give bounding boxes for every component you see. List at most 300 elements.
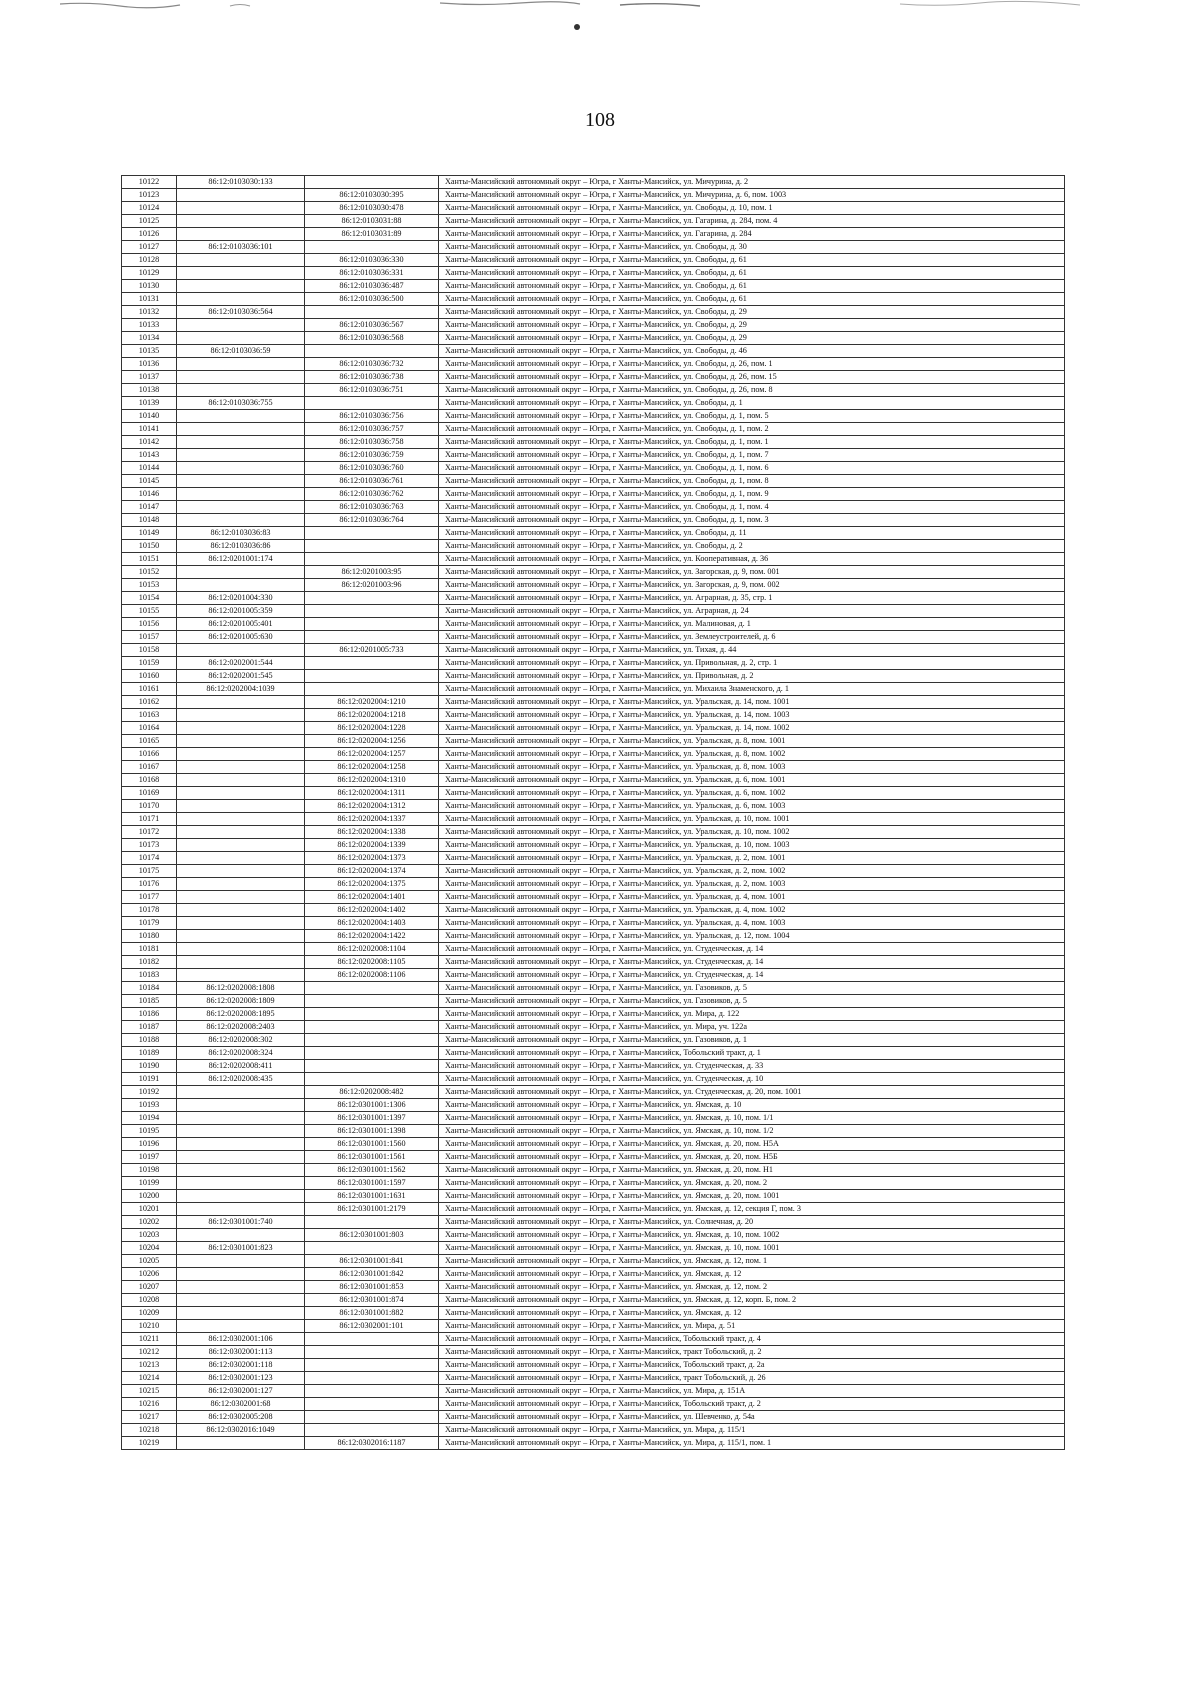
address-cell: Ханты-Мансийский автономный округ – Югра, г Ханты-Мансийск, ул. Землеустроителей, д. 6 [439, 631, 1065, 644]
table-row [122, 462, 1065, 475]
cadastral-number-cell [177, 1437, 305, 1450]
cadastral-number-cell [177, 1320, 305, 1333]
cadastral-number-cell [177, 826, 305, 839]
row-number-cell: 10168 [122, 774, 177, 787]
row-number-cell: 10192 [122, 1086, 177, 1099]
address-cell: Ханты-Мансийский автономный округ – Югра, г Ханты-Мансийск, тракт Тобольский, д. 2 [439, 1346, 1065, 1359]
address-cell: Ханты-Мансийский автономный округ – Югра, г Ханты-Мансийск, ул. Ямская, д. 12, корп. Б, пом. 2 [439, 1294, 1065, 1307]
address-cell: Ханты-Мансийский автономный округ – Югра, г Ханты-Мансийск, тракт Тобольский, д. 26 [439, 1372, 1065, 1385]
table-row [122, 280, 1065, 293]
cadastral-number-cell [177, 644, 305, 657]
table-row [122, 1138, 1065, 1151]
cadastral-number-cell: 86:12:0302016:1049 [177, 1424, 305, 1437]
row-number-cell: 10159 [122, 657, 177, 670]
cadastral-number-cell [177, 1229, 305, 1242]
cadastral-number-premises-cell [305, 1398, 439, 1411]
table-row [122, 1411, 1065, 1424]
cadastral-number-premises-cell: 86:12:0301001:1561 [305, 1151, 439, 1164]
table-row [122, 904, 1065, 917]
row-number-cell: 10190 [122, 1060, 177, 1073]
address-cell: Ханты-Мансийский автономный округ – Югра, г Ханты-Мансийск, ул. Уральская, д. 14, пом. 1003 [439, 709, 1065, 722]
cadastral-number-premises-cell [305, 1333, 439, 1346]
table-row [122, 475, 1065, 488]
table-row [122, 800, 1065, 813]
address-cell: Ханты-Мансийский автономный округ – Югра, г Ханты-Мансийск, ул. Ямская, д. 20, пом. 1001 [439, 1190, 1065, 1203]
cadastral-number-premises-cell: 86:12:0202004:1374 [305, 865, 439, 878]
address-cell: Ханты-Мансийский автономный округ – Югра, г Ханты-Мансийск, ул. Уральская, д. 6, пом. 1001 [439, 774, 1065, 787]
table-row [122, 358, 1065, 371]
cadastral-number-cell [177, 1203, 305, 1216]
cadastral-number-premises-cell [305, 592, 439, 605]
cadastral-number-cell [177, 267, 305, 280]
address-cell: Ханты-Мансийский автономный округ – Югра, г Ханты-Мансийск, ул. Уральская, д. 12, пом. 1004 [439, 930, 1065, 943]
address-cell: Ханты-Мансийский автономный округ – Югра, г Ханты-Мансийск, ул. Уральская, д. 14, пом. 1002 [439, 722, 1065, 735]
table-row [122, 527, 1065, 540]
table-row [122, 202, 1065, 215]
cadastral-number-premises-cell: 86:12:0103036:567 [305, 319, 439, 332]
cadastral-number-cell: 86:12:0201004:330 [177, 592, 305, 605]
table-row [122, 605, 1065, 618]
table-row [122, 254, 1065, 267]
table-row [122, 1359, 1065, 1372]
table-row [122, 592, 1065, 605]
row-number-cell: 10166 [122, 748, 177, 761]
row-number-cell: 10208 [122, 1294, 177, 1307]
cadastral-number-cell: 86:12:0302005:208 [177, 1411, 305, 1424]
table-row [122, 449, 1065, 462]
address-cell: Ханты-Мансийский автономный округ – Югра, г Ханты-Мансийск, ул. Свободы, д. 26, пом. 15 [439, 371, 1065, 384]
address-cell: Ханты-Мансийский автономный округ – Югра, г Ханты-Мансийск, ул. Уральская, д. 8, пом. 1002 [439, 748, 1065, 761]
row-number-cell: 10193 [122, 1099, 177, 1112]
cadastral-number-premises-cell: 86:12:0103031:88 [305, 215, 439, 228]
table-row [122, 670, 1065, 683]
cadastral-number-cell: 86:12:0302001:68 [177, 1398, 305, 1411]
table-row [122, 930, 1065, 943]
table-row [122, 423, 1065, 436]
address-cell: Ханты-Мансийский автономный округ – Югра, г Ханты-Мансийск, ул. Свободы, д. 26, пом. 1 [439, 358, 1065, 371]
cadastral-number-premises-cell: 86:12:0202004:1402 [305, 904, 439, 917]
cadastral-register-table [121, 175, 1065, 1450]
table-row [122, 865, 1065, 878]
cadastral-number-cell [177, 930, 305, 943]
cadastral-number-cell: 86:12:0302001:127 [177, 1385, 305, 1398]
cadastral-number-premises-cell: 86:12:0202004:1257 [305, 748, 439, 761]
table-row [122, 761, 1065, 774]
address-cell: Ханты-Мансийский автономный округ – Югра, г Ханты-Мансийск, ул. Свободы, д. 11 [439, 527, 1065, 540]
row-number-cell: 10143 [122, 449, 177, 462]
row-number-cell: 10174 [122, 852, 177, 865]
row-number-cell: 10179 [122, 917, 177, 930]
table-row [122, 826, 1065, 839]
row-number-cell: 10152 [122, 566, 177, 579]
cadastral-number-cell [177, 410, 305, 423]
address-cell: Ханты-Мансийский автономный округ – Югра, г Ханты-Мансийск, ул. Свободы, д. 1, пом. 5 [439, 410, 1065, 423]
cadastral-number-cell: 86:12:0202004:1039 [177, 683, 305, 696]
cadastral-number-premises-cell: 86:12:0202004:1401 [305, 891, 439, 904]
address-cell: Ханты-Мансийский автономный округ – Югра, г Ханты-Мансийск, ул. Ямская, д. 10, пом. 1/1 [439, 1112, 1065, 1125]
table-row [122, 813, 1065, 826]
cadastral-number-premises-cell [305, 1346, 439, 1359]
address-cell: Ханты-Мансийский автономный округ – Югра, г Ханты-Мансийск, ул. Уральская, д. 2, пом. 1003 [439, 878, 1065, 891]
cadastral-number-premises-cell [305, 1411, 439, 1424]
cadastral-number-premises-cell [305, 176, 439, 189]
cadastral-number-cell [177, 228, 305, 241]
row-number-cell: 10140 [122, 410, 177, 423]
address-cell: Ханты-Мансийский автономный округ – Югра, г Ханты-Мансийск, ул. Свободы, д. 1, пом. 8 [439, 475, 1065, 488]
address-cell: Ханты-Мансийский автономный округ – Югра, г Ханты-Мансийск, Тобольский тракт, д. 2а [439, 1359, 1065, 1372]
row-number-cell: 10146 [122, 488, 177, 501]
cadastral-number-cell: 86:12:0202008:2403 [177, 1021, 305, 1034]
cadastral-number-premises-cell: 86:12:0301001:874 [305, 1294, 439, 1307]
address-cell: Ханты-Мансийский автономный округ – Югра, г Ханты-Мансийск, ул. Мира, д. 51 [439, 1320, 1065, 1333]
address-cell: Ханты-Мансийский автономный округ – Югра, г Ханты-Мансийск, ул. Ямская, д. 20, пом. Н1 [439, 1164, 1065, 1177]
cadastral-number-premises-cell: 86:12:0103036:568 [305, 332, 439, 345]
table-row [122, 1424, 1065, 1437]
address-cell: Ханты-Мансийский автономный округ – Югра, г Ханты-Мансийск, ул. Уральская, д. 4, пом. 1001 [439, 891, 1065, 904]
address-cell: Ханты-Мансийский автономный округ – Югра, г Ханты-Мансийск, ул. Свободы, д. 29 [439, 319, 1065, 332]
cadastral-number-cell [177, 1112, 305, 1125]
address-cell: Ханты-Мансийский автономный округ – Югра, г Ханты-Мансийск, ул. Мира, д. 151А [439, 1385, 1065, 1398]
cadastral-number-cell [177, 1099, 305, 1112]
table-row [122, 709, 1065, 722]
row-number-cell: 10176 [122, 878, 177, 891]
cadastral-number-premises-cell: 86:12:0202004:1311 [305, 787, 439, 800]
table-row [122, 1255, 1065, 1268]
cadastral-number-premises-cell: 86:12:0202008:1104 [305, 943, 439, 956]
cadastral-number-premises-cell: 86:12:0202004:1258 [305, 761, 439, 774]
cadastral-number-premises-cell [305, 345, 439, 358]
address-cell: Ханты-Мансийский автономный округ – Югра, г Ханты-Мансийск, ул. Свободы, д. 2 [439, 540, 1065, 553]
row-number-cell: 10198 [122, 1164, 177, 1177]
cadastral-number-cell [177, 293, 305, 306]
cadastral-number-cell [177, 735, 305, 748]
address-cell: Ханты-Мансийский автономный округ – Югра, г Ханты-Мансийск, ул. Свободы, д. 61 [439, 293, 1065, 306]
cadastral-number-cell: 86:12:0103036:86 [177, 540, 305, 553]
address-cell: Ханты-Мансийский автономный округ – Югра, г Ханты-Мансийск, ул. Свободы, д. 1, пом. 2 [439, 423, 1065, 436]
cadastral-number-cell [177, 787, 305, 800]
cadastral-number-cell [177, 215, 305, 228]
table-row [122, 1099, 1065, 1112]
row-number-cell: 10130 [122, 280, 177, 293]
address-cell: Ханты-Мансийский автономный округ – Югра, г Ханты-Мансийск, ул. Привольная, д. 2, стр. 1 [439, 657, 1065, 670]
table-row [122, 384, 1065, 397]
table-row [122, 1320, 1065, 1333]
cadastral-number-cell [177, 566, 305, 579]
table-row [122, 579, 1065, 592]
row-number-cell: 10181 [122, 943, 177, 956]
cadastral-number-cell: 86:12:0202008:411 [177, 1060, 305, 1073]
cadastral-number-cell: 86:12:0103036:564 [177, 306, 305, 319]
row-number-cell: 10183 [122, 969, 177, 982]
table-row [122, 1203, 1065, 1216]
address-cell: Ханты-Мансийский автономный округ – Югра, г Ханты-Мансийск, ул. Ямская, д. 10, пом. 1001 [439, 1242, 1065, 1255]
address-cell: Ханты-Мансийский автономный округ – Югра, г Ханты-Мансийск, ул. Свободы, д. 61 [439, 280, 1065, 293]
address-cell: Ханты-Мансийский автономный округ – Югра, г Ханты-Мансийск, ул. Ямская, д. 12, пом. 2 [439, 1281, 1065, 1294]
cadastral-number-cell: 86:12:0201005:401 [177, 618, 305, 631]
address-cell: Ханты-Мансийский автономный округ – Югра, г Ханты-Мансийск, ул. Газовиков, д. 5 [439, 982, 1065, 995]
table-row [122, 1190, 1065, 1203]
cadastral-number-cell [177, 1138, 305, 1151]
row-number-cell: 10150 [122, 540, 177, 553]
address-cell: Ханты-Мансийский автономный округ – Югра, г Ханты-Мансийск, Тобольский тракт, д. 2 [439, 1398, 1065, 1411]
row-number-cell: 10211 [122, 1333, 177, 1346]
address-cell: Ханты-Мансийский автономный округ – Югра, г Ханты-Мансийск, ул. Свободы, д. 1, пом. 3 [439, 514, 1065, 527]
row-number-cell: 10218 [122, 1424, 177, 1437]
address-cell: Ханты-Мансийский автономный округ – Югра, г Ханты-Мансийск, ул. Свободы, д. 1, пом. 6 [439, 462, 1065, 475]
table-row [122, 1346, 1065, 1359]
table-row [122, 176, 1065, 189]
address-cell: Ханты-Мансийский автономный округ – Югра, г Ханты-Мансийск, ул. Мира, уч. 122а [439, 1021, 1065, 1034]
cadastral-number-cell [177, 436, 305, 449]
address-cell: Ханты-Мансийский автономный округ – Югра, г Ханты-Мансийск, ул. Свободы, д. 26, пом. 8 [439, 384, 1065, 397]
row-number-cell: 10201 [122, 1203, 177, 1216]
cadastral-number-premises-cell [305, 995, 439, 1008]
row-number-cell: 10129 [122, 267, 177, 280]
cadastral-number-cell: 86:12:0202008:1895 [177, 1008, 305, 1021]
table-row [122, 306, 1065, 319]
cadastral-number-premises-cell [305, 1242, 439, 1255]
table-row [122, 1021, 1065, 1034]
cadastral-number-premises-cell: 86:12:0202004:1338 [305, 826, 439, 839]
row-number-cell: 10180 [122, 930, 177, 943]
cadastral-number-cell [177, 722, 305, 735]
cadastral-number-premises-cell: 86:12:0103036:331 [305, 267, 439, 280]
row-number-cell: 10131 [122, 293, 177, 306]
address-cell: Ханты-Мансийский автономный округ – Югра, г Ханты-Мансийск, ул. Свободы, д. 30 [439, 241, 1065, 254]
address-cell: Ханты-Мансийский автономный округ – Югра, г Ханты-Мансийск, ул. Мира, д. 122 [439, 1008, 1065, 1021]
cadastral-number-premises-cell: 86:12:0103036:760 [305, 462, 439, 475]
cadastral-number-premises-cell [305, 657, 439, 670]
cadastral-number-premises-cell: 86:12:0301001:882 [305, 1307, 439, 1320]
cadastral-number-cell: 86:12:0302001:118 [177, 1359, 305, 1372]
address-cell: Ханты-Мансийский автономный округ – Югра, г Ханты-Мансийск, ул. Гагарина, д. 284 [439, 228, 1065, 241]
row-number-cell: 10154 [122, 592, 177, 605]
table-row [122, 839, 1065, 852]
row-number-cell: 10163 [122, 709, 177, 722]
table-row [122, 1034, 1065, 1047]
row-number-cell: 10171 [122, 813, 177, 826]
address-cell: Ханты-Мансийский автономный округ – Югра, г Ханты-Мансийск, ул. Ямская, д. 10, пом. 1/2 [439, 1125, 1065, 1138]
cadastral-number-premises-cell: 86:12:0301001:1597 [305, 1177, 439, 1190]
row-number-cell: 10160 [122, 670, 177, 683]
address-cell: Ханты-Мансийский автономный округ – Югра, г Ханты-Мансийск, ул. Тихая, д. 44 [439, 644, 1065, 657]
address-cell: Ханты-Мансийский автономный округ – Югра, г Ханты-Мансийск, ул. Свободы, д. 29 [439, 306, 1065, 319]
cadastral-number-cell [177, 423, 305, 436]
cadastral-number-cell [177, 384, 305, 397]
cadastral-number-cell: 86:12:0301001:740 [177, 1216, 305, 1229]
cadastral-number-cell: 86:12:0201001:174 [177, 553, 305, 566]
cadastral-number-premises-cell: 86:12:0301001:1397 [305, 1112, 439, 1125]
cadastral-number-premises-cell: 86:12:0201003:96 [305, 579, 439, 592]
row-number-cell: 10195 [122, 1125, 177, 1138]
cadastral-number-premises-cell: 86:12:0103036:487 [305, 280, 439, 293]
cadastral-number-premises-cell [305, 618, 439, 631]
address-cell: Ханты-Мансийский автономный округ – Югра, г Ханты-Мансийск, ул. Свободы, д. 1 [439, 397, 1065, 410]
address-cell: Ханты-Мансийский автономный округ – Югра, г Ханты-Мансийск, ул. Уральская, д. 2, пом. 1002 [439, 865, 1065, 878]
address-cell: Ханты-Мансийский автономный округ – Югра, г Ханты-Мансийск, ул. Свободы, д. 1, пом. 9 [439, 488, 1065, 501]
table-row [122, 371, 1065, 384]
cadastral-number-cell [177, 462, 305, 475]
table-row [122, 631, 1065, 644]
cadastral-number-premises-cell: 86:12:0202004:1337 [305, 813, 439, 826]
table-row [122, 956, 1065, 969]
cadastral-number-cell [177, 1294, 305, 1307]
address-cell: Ханты-Мансийский автономный округ – Югра, г Ханты-Мансийск, ул. Ямская, д. 12 [439, 1307, 1065, 1320]
cadastral-number-cell [177, 280, 305, 293]
address-cell: Ханты-Мансийский автономный округ – Югра, г Ханты-Мансийск, Тобольский тракт, д. 4 [439, 1333, 1065, 1346]
cadastral-number-cell [177, 254, 305, 267]
cadastral-number-cell [177, 904, 305, 917]
row-number-cell: 10205 [122, 1255, 177, 1268]
table-row [122, 748, 1065, 761]
row-number-cell: 10188 [122, 1034, 177, 1047]
row-number-cell: 10216 [122, 1398, 177, 1411]
cadastral-number-premises-cell: 86:12:0103036:751 [305, 384, 439, 397]
cadastral-number-premises-cell: 86:12:0301001:841 [305, 1255, 439, 1268]
cadastral-number-cell: 86:12:0202008:324 [177, 1047, 305, 1060]
cadastral-number-cell [177, 1307, 305, 1320]
cadastral-number-premises-cell: 86:12:0201003:95 [305, 566, 439, 579]
cadastral-number-premises-cell: 86:12:0103030:395 [305, 189, 439, 202]
cadastral-number-premises-cell: 86:12:0103036:758 [305, 436, 439, 449]
cadastral-number-premises-cell: 86:12:0301001:1562 [305, 1164, 439, 1177]
cadastral-number-cell [177, 813, 305, 826]
cadastral-number-cell [177, 709, 305, 722]
cadastral-number-premises-cell: 86:12:0201005:733 [305, 644, 439, 657]
row-number-cell: 10133 [122, 319, 177, 332]
cadastral-number-premises-cell [305, 397, 439, 410]
cadastral-number-cell [177, 1164, 305, 1177]
cadastral-number-premises-cell: 86:12:0202004:1403 [305, 917, 439, 930]
cadastral-number-cell [177, 761, 305, 774]
table-row [122, 1086, 1065, 1099]
row-number-cell: 10125 [122, 215, 177, 228]
address-cell: Ханты-Мансийский автономный округ – Югра, г Ханты-Мансийск, ул. Загорская, д. 9, пом. 002 [439, 579, 1065, 592]
table-row [122, 1216, 1065, 1229]
cadastral-number-premises-cell: 86:12:0103036:759 [305, 449, 439, 462]
cadastral-number-premises-cell: 86:12:0103036:756 [305, 410, 439, 423]
row-number-cell: 10155 [122, 605, 177, 618]
cadastral-number-cell [177, 332, 305, 345]
address-cell: Ханты-Мансийский автономный округ – Югра, г Ханты-Мансийск, ул. Аграрная, д. 24 [439, 605, 1065, 618]
row-number-cell: 10187 [122, 1021, 177, 1034]
cadastral-number-premises-cell: 86:12:0103036:330 [305, 254, 439, 267]
table-row [122, 501, 1065, 514]
row-number-cell: 10206 [122, 1268, 177, 1281]
table-row [122, 345, 1065, 358]
table-row [122, 878, 1065, 891]
cadastral-number-premises-cell [305, 1424, 439, 1437]
address-cell: Ханты-Мансийский автономный округ – Югра, г Ханты-Мансийск, ул. Малиновая, д. 1 [439, 618, 1065, 631]
cadastral-number-cell: 86:12:0201005:359 [177, 605, 305, 618]
table-row [122, 241, 1065, 254]
row-number-cell: 10123 [122, 189, 177, 202]
row-number-cell: 10172 [122, 826, 177, 839]
table-row [122, 618, 1065, 631]
cadastral-number-premises-cell: 86:12:0301001:853 [305, 1281, 439, 1294]
address-cell: Ханты-Мансийский автономный округ – Югра, г Ханты-Мансийск, ул. Студенческая, д. 14 [439, 956, 1065, 969]
address-cell: Ханты-Мансийский автономный округ – Югра, г Ханты-Мансийск, Тобольский тракт, д. 1 [439, 1047, 1065, 1060]
row-number-cell: 10132 [122, 306, 177, 319]
table-row [122, 1151, 1065, 1164]
cadastral-number-cell [177, 488, 305, 501]
address-cell: Ханты-Мансийский автономный округ – Югра, г Ханты-Мансийск, ул. Свободы, д. 29 [439, 332, 1065, 345]
address-cell: Ханты-Мансийский автономный округ – Югра, г Ханты-Мансийск, ул. Уральская, д. 2, пом. 1001 [439, 852, 1065, 865]
cadastral-number-premises-cell: 86:12:0202008:1105 [305, 956, 439, 969]
row-number-cell: 10178 [122, 904, 177, 917]
table-row [122, 1307, 1065, 1320]
row-number-cell: 10148 [122, 514, 177, 527]
table-row [122, 917, 1065, 930]
cadastral-number-premises-cell [305, 306, 439, 319]
address-cell: Ханты-Мансийский автономный округ – Югра, г Ханты-Мансийск, ул. Мичурина, д. 2 [439, 176, 1065, 189]
table-row [122, 891, 1065, 904]
address-cell: Ханты-Мансийский автономный округ – Югра, г Ханты-Мансийск, ул. Ямская, д. 20, пом. Н5А [439, 1138, 1065, 1151]
cadastral-number-cell [177, 800, 305, 813]
cadastral-number-premises-cell: 86:12:0202004:1422 [305, 930, 439, 943]
cadastral-number-cell [177, 774, 305, 787]
address-cell: Ханты-Мансийский автономный округ – Югра, г Ханты-Мансийск, ул. Уральская, д. 10, пом. 1002 [439, 826, 1065, 839]
table-row [122, 1073, 1065, 1086]
cadastral-number-cell [177, 748, 305, 761]
table-row [122, 1112, 1065, 1125]
cadastral-number-cell [177, 1086, 305, 1099]
cadastral-number-cell [177, 1190, 305, 1203]
row-number-cell: 10139 [122, 397, 177, 410]
row-number-cell: 10145 [122, 475, 177, 488]
cadastral-number-cell [177, 891, 305, 904]
address-cell: Ханты-Мансийский автономный округ – Югра, г Ханты-Мансийск, ул. Ямская, д. 10, пом. 1002 [439, 1229, 1065, 1242]
address-cell: Ханты-Мансийский автономный округ – Югра, г Ханты-Мансийск, ул. Аграрная, д. 35, стр. 1 [439, 592, 1065, 605]
row-number-cell: 10175 [122, 865, 177, 878]
cadastral-number-cell: 86:12:0201005:630 [177, 631, 305, 644]
row-number-cell: 10173 [122, 839, 177, 852]
table-row [122, 1125, 1065, 1138]
address-cell: Ханты-Мансийский автономный округ – Югра, г Ханты-Мансийск, ул. Уральская, д. 4, пом. 1002 [439, 904, 1065, 917]
row-number-cell: 10134 [122, 332, 177, 345]
cadastral-number-cell: 86:12:0103030:133 [177, 176, 305, 189]
cadastral-number-cell [177, 865, 305, 878]
cadastral-number-premises-cell: 86:12:0301001:2179 [305, 1203, 439, 1216]
row-number-cell: 10126 [122, 228, 177, 241]
address-cell: Ханты-Мансийский автономный округ – Югра, г Ханты-Мансийск, ул. Ямская, д. 20, пом. 2 [439, 1177, 1065, 1190]
address-cell: Ханты-Мансийский автономный округ – Югра, г Ханты-Мансийск, ул. Свободы, д. 10, пом. 1 [439, 202, 1065, 215]
cadastral-number-cell [177, 371, 305, 384]
cadastral-number-premises-cell: 86:12:0202004:1210 [305, 696, 439, 709]
address-cell: Ханты-Мансийский автономный округ – Югра, г Ханты-Мансийск, ул. Ямская, д. 12 [439, 1268, 1065, 1281]
cadastral-number-premises-cell [305, 982, 439, 995]
cadastral-number-premises-cell: 86:12:0103036:761 [305, 475, 439, 488]
cadastral-number-premises-cell: 86:12:0202008:1106 [305, 969, 439, 982]
cadastral-number-premises-cell: 86:12:0103036:732 [305, 358, 439, 371]
address-cell: Ханты-Мансийский автономный округ – Югра, г Ханты-Мансийск, ул. Уральская, д. 8, пом. 1001 [439, 735, 1065, 748]
table-row [122, 1294, 1065, 1307]
row-number-cell: 10138 [122, 384, 177, 397]
row-number-cell: 10199 [122, 1177, 177, 1190]
row-number-cell: 10136 [122, 358, 177, 371]
address-cell: Ханты-Мансийский автономный округ – Югра, г Ханты-Мансийск, ул. Свободы, д. 1, пом. 4 [439, 501, 1065, 514]
table-row [122, 436, 1065, 449]
cadastral-number-cell: 86:12:0301001:823 [177, 1242, 305, 1255]
table-row [122, 644, 1065, 657]
address-cell: Ханты-Мансийский автономный округ – Югра, г Ханты-Мансийск, ул. Свободы, д. 1, пом. 7 [439, 449, 1065, 462]
row-number-cell: 10137 [122, 371, 177, 384]
table-row [122, 1281, 1065, 1294]
cadastral-number-premises-cell [305, 241, 439, 254]
row-number-cell: 10191 [122, 1073, 177, 1086]
address-cell: Ханты-Мансийский автономный округ – Югра, г Ханты-Мансийск, ул. Свободы, д. 61 [439, 254, 1065, 267]
cadastral-number-cell [177, 1281, 305, 1294]
